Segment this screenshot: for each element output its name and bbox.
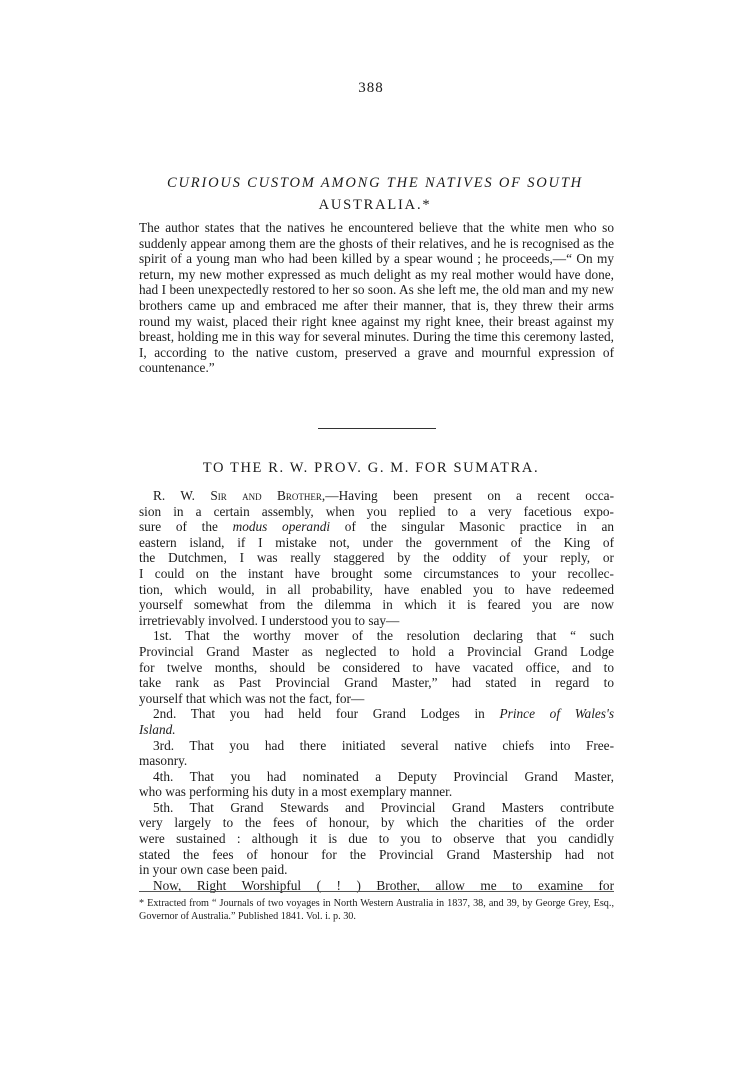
- letter-line: sure of the modus operandi of the singular Masonic practice in an: [139, 519, 614, 535]
- letter-body: [139, 488, 614, 893]
- section-divider: [318, 428, 436, 429]
- letter-line: tion, which would, in all probability, have enabled you to have redeemed: [139, 581, 614, 597]
- letter-line: I could on the instant have brought some circumstances to your recollec-: [139, 565, 614, 581]
- footnote: * Extracted from “ Journals of two voyages in North Western Australia in 1837, 38, and 39, by George Grey, Esq., Governor of Australia.” Published 1841. Vol. i. p. 30.: [139, 898, 614, 922]
- letter-line: masonry.: [139, 753, 188, 769]
- letter-line: take rank as Past Provincial Grand Master,” had stated in regard to: [139, 675, 614, 691]
- letter-line: in your own case been paid.: [139, 862, 288, 878]
- italic-phrase: modus operandi: [232, 519, 331, 535]
- letter-line: yourself that which was not the fact, for—: [139, 690, 365, 706]
- letter-line: 3rd. That you had there initiated several native chiefs into Free-: [153, 737, 614, 753]
- footnote-divider: [139, 891, 614, 892]
- letter-line: the Dutchmen, I was really staggered by the oddity of your reply, or: [139, 550, 614, 566]
- article-title-line-1: CURIOUS CUSTOM AMONG THE NATIVES OF SOUTH: [167, 175, 583, 191]
- letter-line: stated the fees of honour for the Provincial Grand Mastership had not: [139, 846, 614, 862]
- letter-line: Provincial Grand Master as neglected to hold a Provincial Grand Lodge: [139, 643, 614, 659]
- letter-line: eastern island, if I mistake not, under the government of the King of: [139, 534, 614, 550]
- italic-phrase: Prince of Wales's: [499, 706, 614, 722]
- page-number: 388: [358, 80, 384, 96]
- letter-line: 5th. That Grand Stewards and Provincial Grand Masters contribute: [153, 799, 614, 815]
- article-paragraph: The author states that the natives he encountered believe that the white men who so suddenly appear among them are the ghosts of their relatives, and he is recognised as the spirit of a young man who had been killed by a spear wound ; he proceeds,—“ On my return, my new mother expressed as much delight as my real mother would have done, had I been unexpectedly restored to her so soon. As she left me, the old man and my new brothers came up and embraced me after their manner, that is, they threw their arms round my waist, placed their right knee against my right knee, their breast against my breast, holding me in this way for several minutes. During the time this ceremony lasted, I, according to the native custom, preserved a grave and mournful expression of countenance.”: [139, 220, 614, 376]
- article-title-line-2: AUSTRALIA.*: [318, 197, 432, 213]
- letter-heading: TO THE R. W. PROV. G. M. FOR SUMATRA.: [202, 460, 540, 476]
- letter-line: very largely to the fees of honour, by which the charities of the order: [139, 815, 614, 831]
- letter-line: 1st. That the worthy mover of the resolution declaring that “ such: [153, 628, 614, 644]
- letter-line: R. W. Sir and Brother,—Having been present on a recent occa-: [153, 488, 614, 503]
- salutation: R. W. Sir and Brother,: [153, 488, 326, 503]
- letter-line: irretrievably involved. I understood you to say—: [139, 612, 400, 628]
- letter-line: for twelve months, should be considered to have vacated office, and to: [139, 659, 614, 675]
- letter-line: Island.: [139, 721, 176, 737]
- letter-line: 2nd. That you had held four Grand Lodges in Prince of Wales's: [153, 706, 614, 722]
- letter-line: 4th. That you had nominated a Deputy Provincial Grand Master,: [153, 768, 614, 784]
- letter-line: who was performing his duty in a most exemplary manner.: [139, 784, 453, 800]
- letter-line: sion in a certain assembly, when you replied to a very facetious expo-: [139, 503, 614, 519]
- letter-line: yourself somewhat from the dilemma in which it is feared you are now: [139, 597, 614, 613]
- letter-line: Now, Right Worshipful ( ! ) Brother, allow me to examine for: [153, 877, 614, 893]
- letter-line: were sustained : although it is due to you to observe that you candidly: [139, 831, 614, 847]
